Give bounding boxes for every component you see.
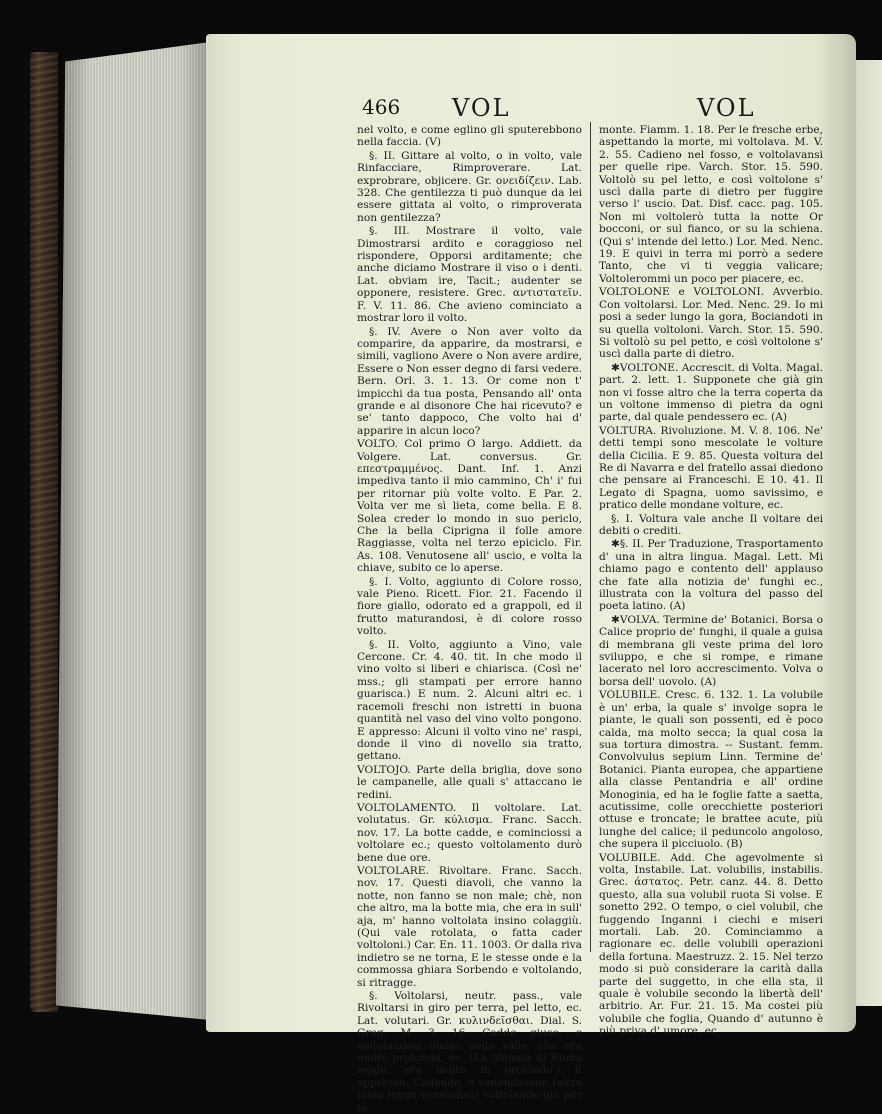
entry-paragraph: §. III. Mostrare il volto, vale Dimostrarsi ardito e coraggioso nel rispondere, Opporsi arditamente; che anche diciamo Mostrare il viso o i denti. Lat. obviam ire, Tacit.; audenter se opponere, resistere. Grec. αντιστατεῖν. F. V. 11. 86. Che avieno cominciato a mostrar loro il volto. — [357, 225, 582, 325]
right-column — [599, 124, 823, 1038]
entry-paragraph: §. II. Volto, aggiunto a Vino, vale Cercone. Cr. 4. 40. tit. In che modo il vino volto si liberi e chiarisca. (Così ne' mss.; gli stampati per errore hanno guarisca.) E num. 2. Alcuni altri ec. i racemoli freschi non istretti in buona quantità nel vaso del vino volto pongono. E appresso: Alcuni il volto vino ne' raspi, donde il vino di novello sia tratto, gettano. — [357, 638, 582, 763]
entry-paragraph: §. I. Voltura vale anche Il voltare dei debiti o crediti. — [599, 512, 823, 537]
entry-paragraph: §. Voltolarsi, neutr. pass., vale Rivoltarsi in giro per terra, pel letto, ec. Lat. volutari. Gr. κυλινδεῖσθαι. Dial. S. Greg. M. 3. 16. Cadde giuso, e voltolandosi insino nella valle, che era molto profonda, ec. (La stampa di Roma legge: era molto in profondo.) E appresso: Cadendo, e venendosene (altro testo legge venendosi) voltolando giù per lo — [357, 990, 582, 1114]
column-rule — [590, 122, 591, 952]
book-spine — [30, 52, 58, 1012]
running-head-right: VOL — [697, 94, 756, 122]
left-column — [357, 124, 582, 1114]
entry-paragraph: VOLUBILE. Add. Che agevolmente si volta, Instabile. Lat. volubilis, instabilis. Grec. άστατος. Petr. canz. 44. 8. Detto questo, alla sua volubil ruota Si volse. E sonetto 292. O tempo, o ciel volubil, che fuggendo Inganni i ciechi e miseri mortali. Lab. 20. Cominciammo a ragionare ec. delle volubili operazioni della fortuna. Maestruzz. 2. 15. Nel terzo modo si può considerare la carità dalla parte del suggetto, in che ella sta, il quale è volubile secondo la libertà dell' arbitrio. Ar. Fur. 21. 15. Ma costei più volubile che foglia, Quando d' autunno è più priva d' umore, ec. — [599, 851, 823, 1038]
entry-paragraph: ✱§. II. Per Traduzione, Trasportamento d' una in altra lingua. Magal. Lett. Mi chiamo pago e contento dell' applauso che fate alla notizia de' funghi ec., illustrata con la voltura del passo del poeta latino. (A) — [599, 538, 823, 613]
entry-paragraph: ✱VOLVA. Termine de' Botanici. Borsa o Calice proprio de' funghi, il quale a guisa di membrana gli veste prima del loro sviluppo, e che si rompe, e rimane lacerato nel loro accrescimento. Volva o borsa dell' uovolo. (A) — [599, 613, 823, 688]
entry-paragraph: ✱VOLTONE. Accrescit. di Volta. Magal. part. 2. lett. 1. Supponete che già gin non vi fosse altro che la terra coperta da un voltone immenso di pietra da ogni parte, dal quale pendessero ec. (A) — [599, 361, 823, 424]
entry-paragraph: VOLTOLAMENTO. Il voltolare. Lat. volutatus. Gr. κύλισμα. Franc. Sacch. nov. 17. La botte cadde, e cominciossi a voltolare ec.; questo voltolamento durò bene due ore. — [357, 801, 582, 864]
entry-paragraph: VOLTOLARE. Rivoltare. Franc. Sacch. nov. 17. Questi diavoli, che vanno la notte, non fanno se non male; chè, non che altro, ma la botte mia, che era in sull' aja, m' hanno voltolata insino colaggiù. (Qui vale rotolata, o fatta cader voltoloni.) Car. En. 11. 1003. Or dalla riva indietro se ne torna, E le stesse onde e la commossa ghiara Sorbendo e voltolando, si ritragge. — [357, 864, 582, 989]
running-head-left: VOL — [452, 94, 511, 122]
entry-paragraph: §. IV. Avere o Non aver volto da comparire, da apparire, da mostrarsi, e simili, vagliono Avere o Non avere ardire, Essere o Non esser degno di farsi vedere. Bern. Orl. 3. 1. 13. Or come non t' impicchi da tua posta, Pensando all' onta grande e al disonore Che hai ricevuto? e se' tanto dappoco, Che volto hai d' apparire in alcun loco? — [357, 325, 582, 437]
entry-paragraph: nel volto, e come eglino gli sputerebbono nella faccia. (V) — [357, 124, 582, 149]
entry-paragraph: monte. Fiamm. 1. 18. Per le fresche erbe, aspettando la morte, mi voltolava. M. V. 2. 55. Cadieno nel fosso, e voltolavansi per quelle ripe. Varch. Stor. 15. 590. Voltolò su pel letto, e così voltolone s' uscì dalla parte di dietro per fuggire verso l' uscio. Dat. Disf. cacc. pag. 105. Non mi voltolerò tutta la notte Or bocconi, or sul fianco, or su la schiena. (Qui s' intende del letto.) Lor. Med. Nenc. 19. E quivi in terra mi porrò a sedere Tanto, che vi ti veggia valicare; Voltolerommi un poco per piacere, ec. — [599, 124, 823, 285]
entry-paragraph: VOLTURA. Rivoluzione. M. V. 8. 106. Ne' detti tempi sono mescolate le volture della Cicilia. E 9. 85. Questa voltura del Re di Navarra e del fratello assai diedono che pensare ai Franceschi. E 10. 41. Il Legato di Spagna, uomo savissimo, e pratico delle mondane volture, ec. — [599, 424, 823, 512]
page-number: 466 — [362, 95, 401, 119]
entry-paragraph: VOLTOJO. Parte della briglia, dove sono le campanelle, alle quali s' attaccano le redini. — [357, 763, 582, 801]
page-edges-shade — [56, 42, 210, 1020]
entry-paragraph: §. I. Volto, aggiunto di Colore rosso, vale Pieno. Ricett. Fior. 21. Facendo il fiore giallo, odorato ed a grappoli, ed il frutto maturandosi, è di colore rosso volto. — [357, 575, 582, 638]
entry-paragraph: VOLUBILE. Cresc. 6. 132. 1. La volubile è un' erba, la quale s' involge sopra le piante, le quali son possenti, ed è poco calda, ma molto secca; la qual cosa la sua tortura dimostra. -- Sustant. femm. Convolvulus sepium Linn. Termine de' Botanici. Pianta europea, che appartiene alla classe Pentandria e all' ordine Monoginia, ed ha le foglie fatte a saetta, acutissime, colle orecchiette posteriori ottuse e troncate; le brattee acute, più lunghe del calice; il peduncolo angoloso, che supera il picciuolo. (B) — [599, 689, 823, 851]
entry-paragraph: §. II. Gittare al volto, o in volto, vale Rinfacciare, Rimproverare. Lat. exprobrare, objicere. Gr. ονειδίζειν. Lab. 328. Che gentilezza ti può dunque da lei essere gittata al volto, o rimproverata non gentilezza? — [357, 149, 582, 224]
entry-paragraph: VOLTO. Col primo O largo. Addiett. da Volgere. Lat. conversus. Gr. επεστραμμένος. Dant. Inf. 1. Anzi impediva tanto il mio cammino, Ch' i' fui per ritornar più volte volto. E Par. 2. Volta ver me sì lieta, come bella. E 8. Solea creder lo mondo in suo periclo, Che la bella Ciprigna il folle amore Raggiasse, volta nel terzo epiciclo. Fir. As. 108. Venutosene all' uscio, e volta la chiave, subito ce lo aperse. — [357, 438, 582, 575]
entry-paragraph: VOLTOLONE e VOLTOLONI. Avverbio. Con voltolarsi. Lor. Med. Nenc. 29. Io mi posi a seder lungo la gora, Bociandoti in su quella voltoloni. Varch. Stor. 15. 590. Si voltolò su pel petto, e così voltolone s' uscì dalla parte di dietro. — [599, 286, 823, 361]
